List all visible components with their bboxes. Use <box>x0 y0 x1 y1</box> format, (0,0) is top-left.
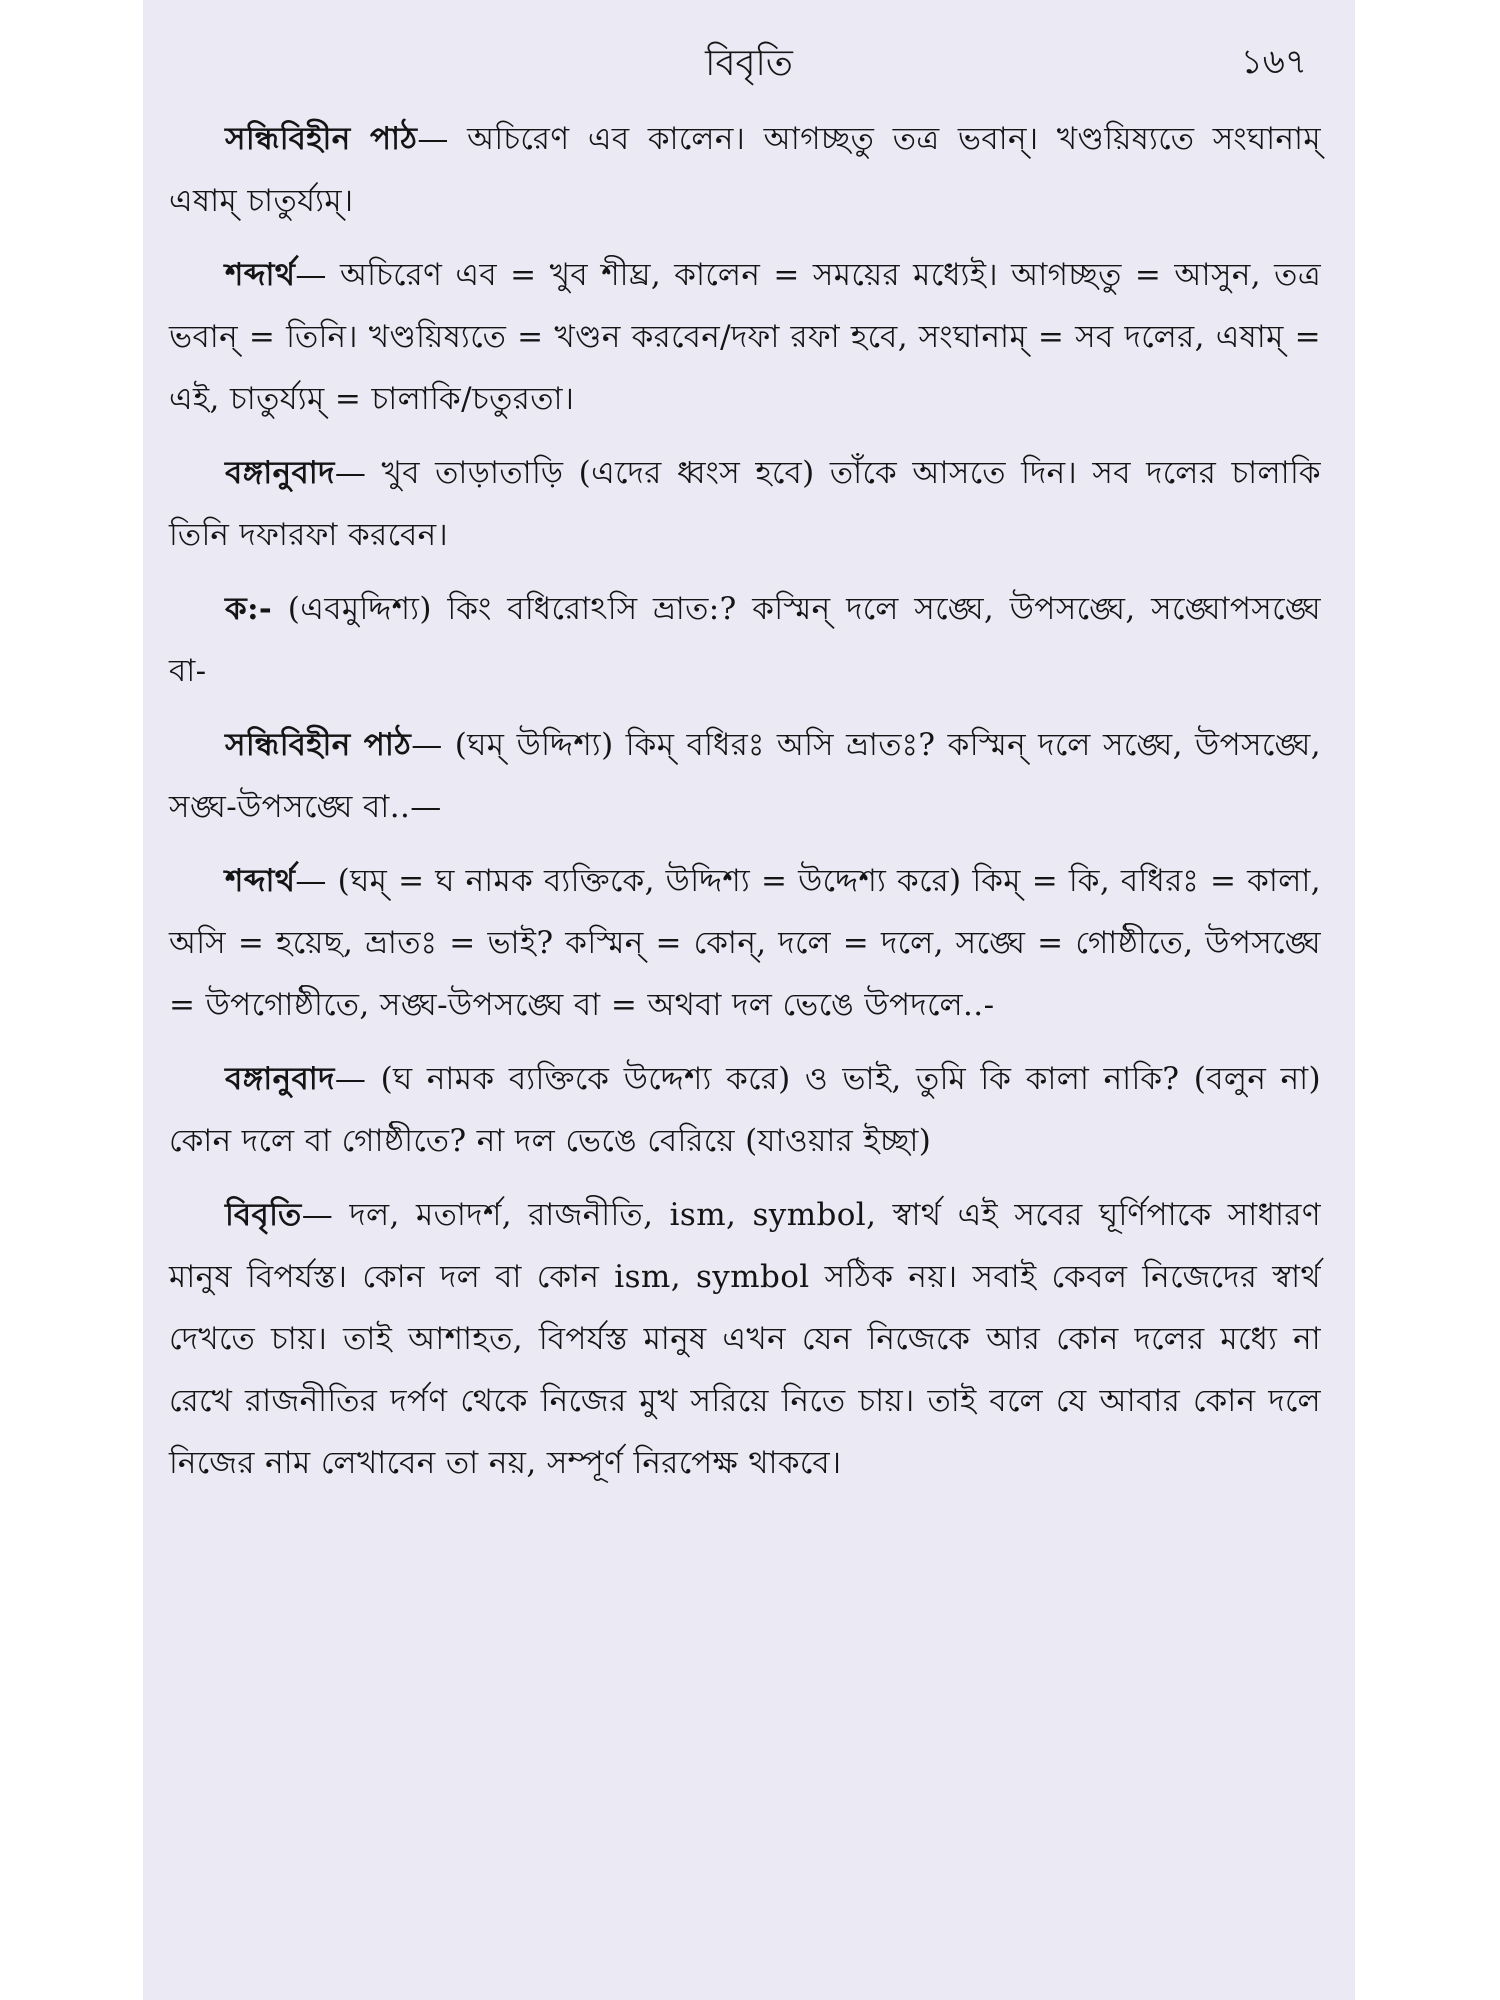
paragraph-sanskrit-verse <box>169 578 1321 702</box>
paragraph-text: খুব তাড়াতাড়ি (এদের ধ্বংস হবে) তাঁকে আসতে দিন। সব দলের চালাকি তিনি দফারফা করবেন। <box>169 455 1322 553</box>
paragraph-text: (ঘ নামক ব্যক্তিকে উদ্দেশ্য করে) ও ভাই, তুমি কি কালা নাকি? (বলুন না) কোন দলে বা গোষ্ঠীতে? না দল ভেঙে বেরিয়ে (যাওয়ার ইচ্ছা) <box>169 1061 1321 1159</box>
book-page <box>143 0 1355 2000</box>
paragraph-commentary: বিবৃতি— দল, মতাদর্শ, রাজনীতি, ism, symbol, স্বার্থ এই সবের ঘূর্ণিপাকে সাধারণ মানুষ বিপর্যস্ত। কোন দল বা কোন ism, symbol সঠিক নয়। সবাই কেবল নিজেদের স্বার্থ দেখতে চায়। তাই আশাহত, বিপর্যস্ত মানুষ এখন যেন নিজেকে আর কোন দলের মধ্যে না রেখে রাজনীতির দর্পণ থেকে নিজের মুখ সরিয়ে নিতে চায়। তাই বলে যে আবার কোন দলে নিজের নাম লেখাবেন তা নয়, সম্পূর্ণ নিরপেক্ষ থাকবে। <box>169 1197 1321 1481</box>
page-body <box>169 108 1321 1506</box>
paragraph-label: ক:- <box>225 591 273 627</box>
paragraph-bengali-translation: বঙ্গানুবাদ— খুব তাড়াতাড়ি (এদের ধ্বংস হবে) তাঁকে আসতে দিন। সব দলের চালাকি তিনি দফারফা করবেন। <box>169 455 1322 553</box>
paragraph-label: শব্দার্থ <box>225 257 296 293</box>
paragraph-text: (ঘম্ = ঘ নামক ব্যক্তিকে, উদ্দিশ্য = উদ্দেশ্য করে) কিম্ = কি, বধিরঃ = কালা, অসি = হয়েছ, ভ্রাতঃ = ভাই? কস্মিন্ = কোন্, দলে = দলে, সঙ্ঘে = গোষ্ঠীতে, উপসঙ্ঘে = উপগোষ্ঠীতে, সঙ্ঘ-উপসঙ্ঘে বা = অথবা দল ভেঙে উপদলে..- <box>169 863 1321 1023</box>
paragraph-label: সন্ধিবিহীন পাঠ <box>225 727 412 763</box>
page-number: ১৬৭ <box>1240 42 1307 82</box>
paragraph-label: সন্ধিবিহীন পাঠ <box>225 121 418 157</box>
paragraph-text: অচিরেণ এব = খুব শীঘ্র, কালেন = সময়ের মধ্যেই। আগচ্ছতু = আসুন, তত্র ভবান্ = তিনি। খণ্ডয়িষ্যতে = খণ্ডন করবেন/দফা রফা হবে, সংঘানাম্ = সব দলের, এষাম্ = এই, চাতুর্য্যম্ = চালাকি/চতুরতা। <box>169 257 1321 417</box>
running-head: বিবৃতি <box>705 43 793 84</box>
paragraph-sandhi-text: সন্ধিবিহীন পাঠ— অচিরেণ এব কালেন। আগচ্ছতু তত্র ভবান্। খণ্ডয়িষ্যতে সংঘানাম্ এষাম্ চাতুর্য্যম্। <box>169 121 1321 219</box>
paragraph-text: (ঘম্ উদ্দিশ্য) কিম্ বধিরঃ অসি ভ্রাতঃ? কস্মিন্ দলে সঙ্ঘে, উপসঙ্ঘে, সঙ্ঘ-উপসঙ্ঘে বা..— <box>169 727 1321 825</box>
paragraph-label: বিবৃতি <box>225 1197 302 1233</box>
paragraph-bengali-translation: বঙ্গানুবাদ— (ঘ নামক ব্যক্তিকে উদ্দেশ্য করে) ও ভাই, তুমি কি কালা নাকি? (বলুন না) কোন দলে বা গোষ্ঠীতে? না দল ভেঙে বেরিয়ে (যাওয়ার ইচ্ছা) <box>169 1061 1321 1159</box>
paragraph-word-meaning: শব্দার্থ— (ঘম্ = ঘ নামক ব্যক্তিকে, উদ্দিশ্য = উদ্দেশ্য করে) কিম্ = কি, বধিরঃ = কালা, অসি = হয়েছ, ভ্রাতঃ = ভাই? কস্মিন্ = কোন্, দলে = দলে, সঙ্ঘে = গোষ্ঠীতে, উপসঙ্ঘে = উপগোষ্ঠীতে, সঙ্ঘ-উপসঙ্ঘে বা = অথবা দল ভেঙে উপদলে..- <box>169 863 1321 1023</box>
paragraph-text: অচিরেণ এব কালেন। আগচ্ছতু তত্র ভবান্। খণ্ডয়িষ্যতে সংঘানাম্ এষাম্ চাতুর্য্যম্। <box>169 121 1321 219</box>
paragraph-text: (এবমুদ্দিশ্য) কিং বধিরোঽসি ভ্রাত:? কস্মিন্ দলে সঙ্ঘে, উপসঙ্ঘে, সঙ্ঘোপসঙ্ঘে বা- <box>169 591 1321 689</box>
paragraph-label: বঙ্গানুবাদ <box>225 1061 335 1097</box>
paragraph-word-meaning: শব্দার্থ— অচিরেণ এব = খুব শীঘ্র, কালেন = সময়ের মধ্যেই। আগচ্ছতু = আসুন, তত্র ভবান্ = তিনি। খণ্ডয়িষ্যতে = খণ্ডন করবেন/দফা রফা হবে, সংঘানাম্ = সব দলের, এষাম্ = এই, চাতুর্য্যম্ = চালাকি/চতুরতা। <box>169 257 1321 417</box>
page-header <box>143 28 1355 88</box>
paragraph-label: বঙ্গানুবাদ <box>225 455 335 491</box>
paragraph-label: শব্দার্থ <box>225 863 296 899</box>
paragraph-sandhi-text: সন্ধিবিহীন পাঠ— (ঘম্ উদ্দিশ্য) কিম্ বধিরঃ অসি ভ্রাতঃ? কস্মিন্ দলে সঙ্ঘে, উপসঙ্ঘে, সঙ্ঘ-উপসঙ্ঘে বা..— <box>169 727 1321 825</box>
paragraph-text: দল, মতাদর্শ, রাজনীতি, ism, symbol, স্বার্থ এই সবের ঘূর্ণিপাকে সাধারণ মানুষ বিপর্যস্ত। কোন দল বা কোন ism, symbol সঠিক নয়। সবাই কেবল নিজেদের স্বার্থ দেখতে চায়। তাই আশাহত, বিপর্যস্ত মানুষ এখন যেন নিজেকে আর কোন দলের মধ্যে না রেখে রাজনীতির দর্পণ থেকে নিজের মুখ সরিয়ে নিতে চায়। তাই বলে যে আবার কোন দলে নিজের নাম লেখাবেন তা নয়, সম্পূর্ণ নিরপেক্ষ থাকবে। <box>169 1197 1321 1481</box>
